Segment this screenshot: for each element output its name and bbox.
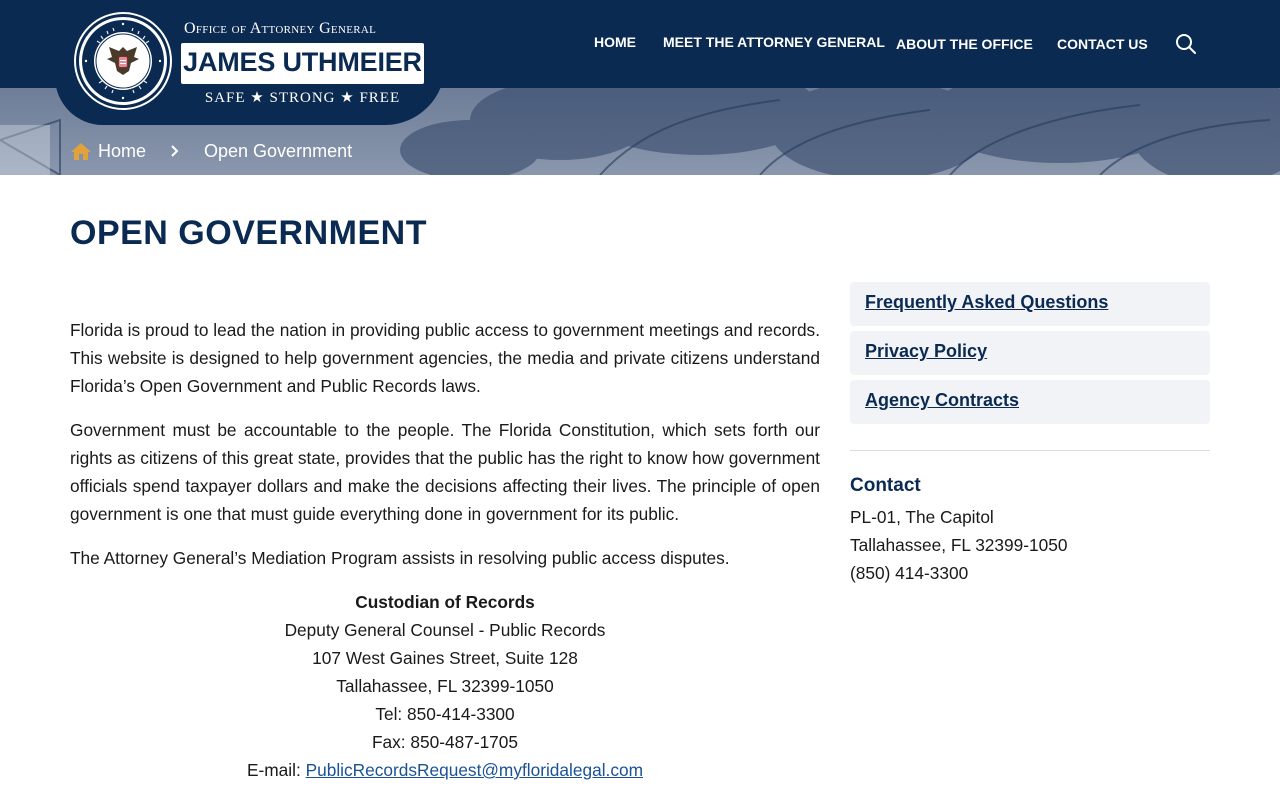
home-icon[interactable] xyxy=(70,141,92,161)
breadcrumb-current: Open Government xyxy=(204,140,353,161)
logo-name-box[interactable] xyxy=(181,43,424,84)
nav-home[interactable]: HOME xyxy=(594,34,636,50)
sidebar-divider xyxy=(850,450,1210,451)
sidebar-link-privacy-policy[interactable]: Privacy Policy xyxy=(850,331,1210,375)
custodian-of-records xyxy=(70,588,820,784)
logo-tagline: SAFE ★ STRONG ★ FREE xyxy=(204,90,401,106)
search-button[interactable] xyxy=(1174,32,1198,56)
sidebar-link-agency-contracts[interactable]: Agency Contracts xyxy=(850,380,1210,424)
custodian-city: Tallahassee, FL 32399-1050 xyxy=(336,676,554,696)
email-label: E-mail: xyxy=(247,760,301,780)
nav-about-office[interactable]: ABOUT THE OFFICE xyxy=(896,36,1033,52)
search-icon xyxy=(1174,32,1198,56)
custodian-email-link[interactable]: PublicRecordsRequest@myfloridalegal.com xyxy=(305,760,643,780)
custodian-fax: Fax: 850-487-1705 xyxy=(371,732,519,752)
mediation-paragraph: The Attorney General’s Mediation Program assists in resolving public access disputes. xyxy=(70,548,730,568)
contact-address-line2: Tallahassee, FL 32399-1050 xyxy=(850,535,1068,555)
contact-phone[interactable]: (850) 414-3300 xyxy=(850,563,969,583)
main-content xyxy=(70,316,820,784)
custodian-title: Custodian of Records xyxy=(355,592,535,612)
attorney-general-seal[interactable] xyxy=(76,14,170,108)
intro-paragraph: Florida is proud to lead the nation in providing public access to government meetings and records. This website is designed to help government agencies, the media and private citizens understand Florida’s Open Government and Public Records laws. xyxy=(70,320,820,396)
seal-ring-icon xyxy=(79,17,167,105)
custodian-tel: Tel: 850-414-3300 xyxy=(375,704,515,724)
contact-heading: Contact xyxy=(850,475,921,496)
office-line: Office of Attorney General xyxy=(184,20,377,37)
accountability-paragraph: Government must be accountable to the people. The Florida Constitution, which sets forth our rights as citizens of this great state, provides that the public has the right to know how government officials spend taxpayer dollars and make the decisions affecting their lives. The principle of open government is one that must guide everything done in government for its public. xyxy=(70,420,820,524)
breadcrumb xyxy=(70,138,352,164)
page-title: OPEN GOVERNMENT xyxy=(70,214,427,252)
sidebar-link-faq[interactable]: Frequently Asked Questions xyxy=(850,282,1210,326)
contact-address-line1: PL-01, The Capitol xyxy=(850,507,994,527)
site-header xyxy=(0,0,1280,175)
custodian-email-line xyxy=(70,756,820,784)
nav-meet-attorney-general[interactable]: MEET THE ATTORNEY GENERAL xyxy=(663,34,885,50)
breadcrumb-home-link[interactable]: Home xyxy=(98,140,147,161)
custodian-office: Deputy General Counsel - Public Records xyxy=(284,620,606,640)
attorney-general-name: JAMES UTHMEIER xyxy=(183,47,422,77)
custodian-street: 107 West Gaines Street, Suite 128 xyxy=(312,648,578,668)
chevron-right-icon xyxy=(170,144,180,158)
nav-contact-us[interactable]: CONTACT US xyxy=(1057,36,1148,52)
